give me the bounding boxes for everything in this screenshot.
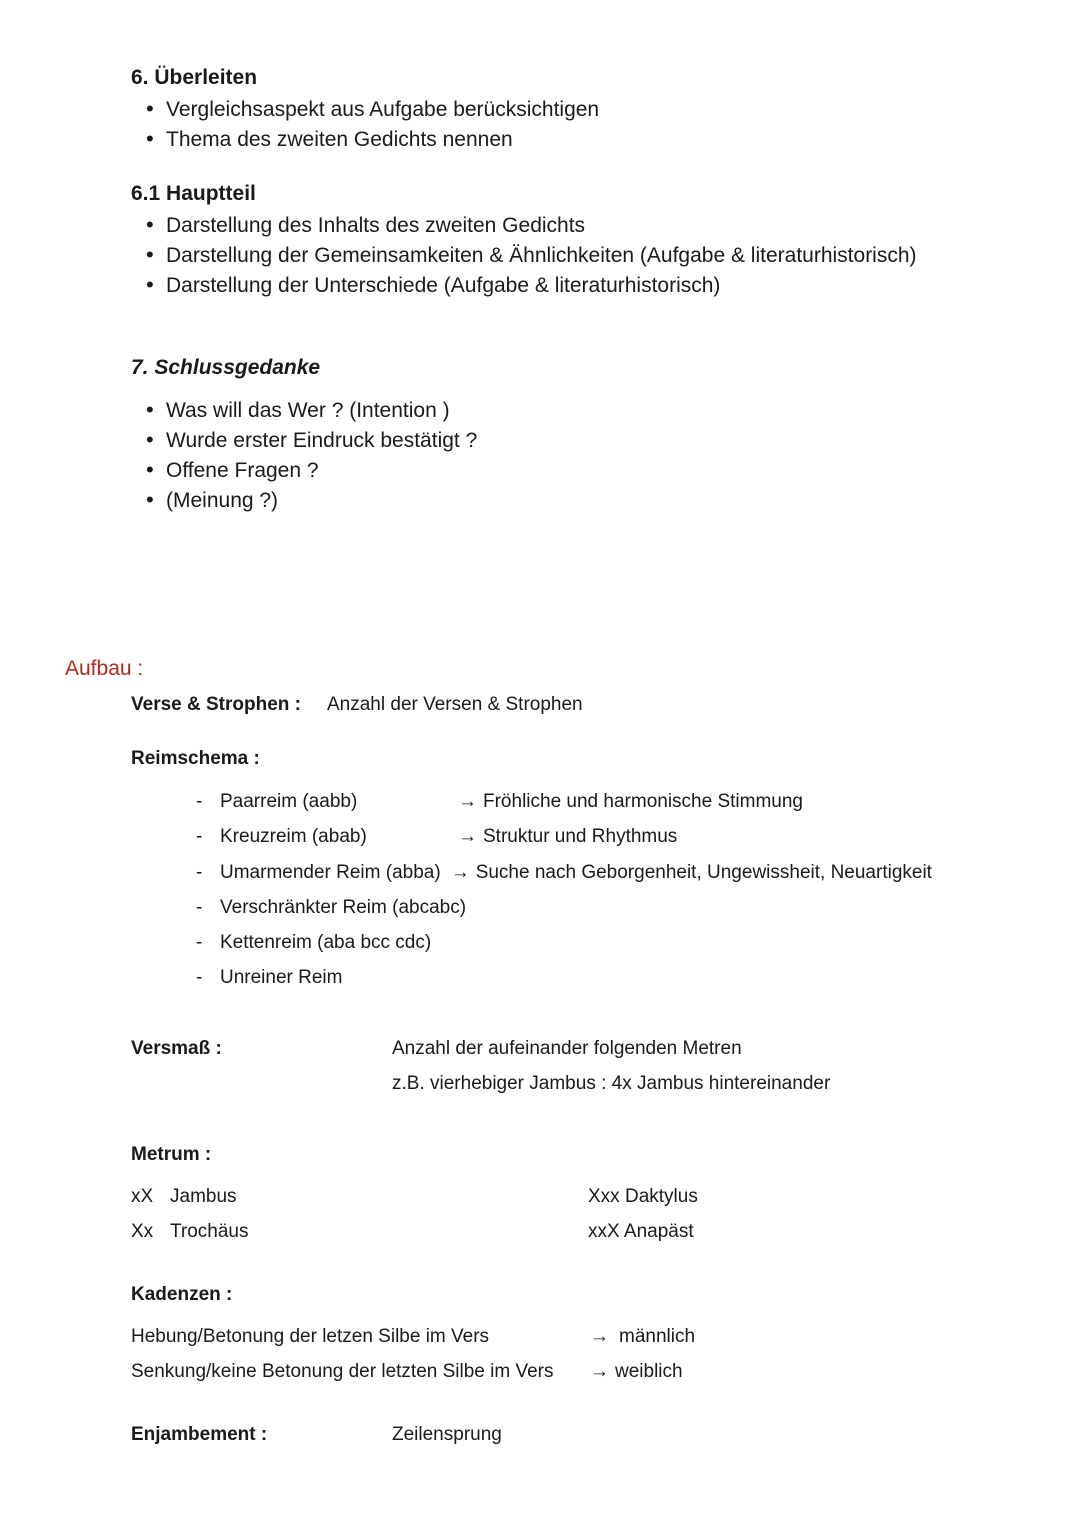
section-7-heading: 7. Schlussgedanke: [131, 356, 321, 379]
metrum-jambus: xX Jambus: [131, 1186, 237, 1207]
section-6-1-list: [146, 210, 917, 300]
list-item: • (Meinung ?): [146, 485, 477, 515]
enjambement-label: Enjambement :: [131, 1424, 268, 1445]
list-item: • Darstellung der Unterschiede (Aufgabe & literaturhistorisch): [146, 270, 917, 300]
list-item: • Was will das Wer ? (Intention ): [146, 395, 477, 425]
list-item: - Kreuzreim (abab) → Struktur und Rhythmus: [196, 819, 932, 854]
list-item: • Vergleichsaspekt aus Aufgabe berücksichtigen: [146, 94, 599, 124]
versmass-line-2: z.B. vierhebiger Jambus : 4x Jambus hintereinander: [392, 1073, 831, 1094]
versmass-line-1: Anzahl der aufeinander folgenden Metren: [392, 1038, 742, 1059]
arrow-icon: →: [450, 861, 470, 883]
list-item: - Unreiner Reim: [196, 967, 343, 989]
kadenz-row-result: → männlich: [590, 1326, 696, 1347]
kadenz-row-text: Hebung/Betonung der letzen Silbe im Vers: [131, 1326, 490, 1347]
section-6-1-heading: 6.1 Hauptteil: [131, 182, 256, 205]
list-item: - Kettenreim (aba bcc cdc): [196, 932, 432, 954]
list-item: • Darstellung der Gemeinsamkeiten & Ähnlichkeiten (Aufgabe & literaturhistorisch): [146, 240, 917, 270]
list-item: • Darstellung des Inhalts des zweiten Gedichts: [146, 210, 917, 240]
section-7-list: [146, 395, 477, 515]
reimschema-label: Reimschema :: [131, 748, 260, 769]
arrow-icon: →: [590, 1361, 609, 1382]
metrum-daktylus: Xxx Daktylus: [588, 1186, 698, 1207]
versmass-label: Versmaß :: [131, 1038, 222, 1059]
arrow-icon: →: [458, 826, 477, 848]
enjambement-text: Zeilensprung: [392, 1424, 502, 1445]
aufbau-title: Aufbau :: [65, 657, 144, 680]
kadenz-row-text: Senkung/keine Betonung der letzten Silbe im Vers: [131, 1361, 554, 1382]
list-item: - Verschränkter Reim (abcabc): [196, 896, 467, 918]
list-item: - Paarreim (aabb) → Fröhliche und harmonische Stimmung: [196, 784, 932, 819]
metrum-trochaeus: Xx Trochäus: [131, 1221, 249, 1242]
list-item: • Offene Fragen ?: [146, 455, 477, 485]
reimschema-list: [196, 784, 932, 996]
section-6-heading: 6. Überleiten: [131, 66, 258, 89]
metrum-label: Metrum :: [131, 1144, 212, 1165]
kadenz-row-result: → weiblich: [590, 1361, 683, 1382]
list-item: • Wurde erster Eindruck bestätigt ?: [146, 425, 477, 455]
metrum-anapaest: xxX Anapäst: [588, 1221, 694, 1242]
arrow-icon: →: [458, 791, 477, 812]
kadenzen-label: Kadenzen :: [131, 1284, 233, 1305]
arrow-icon: →: [590, 1326, 609, 1347]
list-item: - Umarmender Reim (abba) → Suche nach Geborgenheit, Ungewissheit, Neuartigkeit: [196, 855, 932, 890]
section-6-list: [146, 94, 599, 154]
verse-label: Verse & Strophen :: [131, 694, 301, 715]
verse-text: Anzahl der Versen & Strophen: [327, 694, 583, 715]
list-item: • Thema des zweiten Gedichts nennen: [146, 124, 599, 154]
